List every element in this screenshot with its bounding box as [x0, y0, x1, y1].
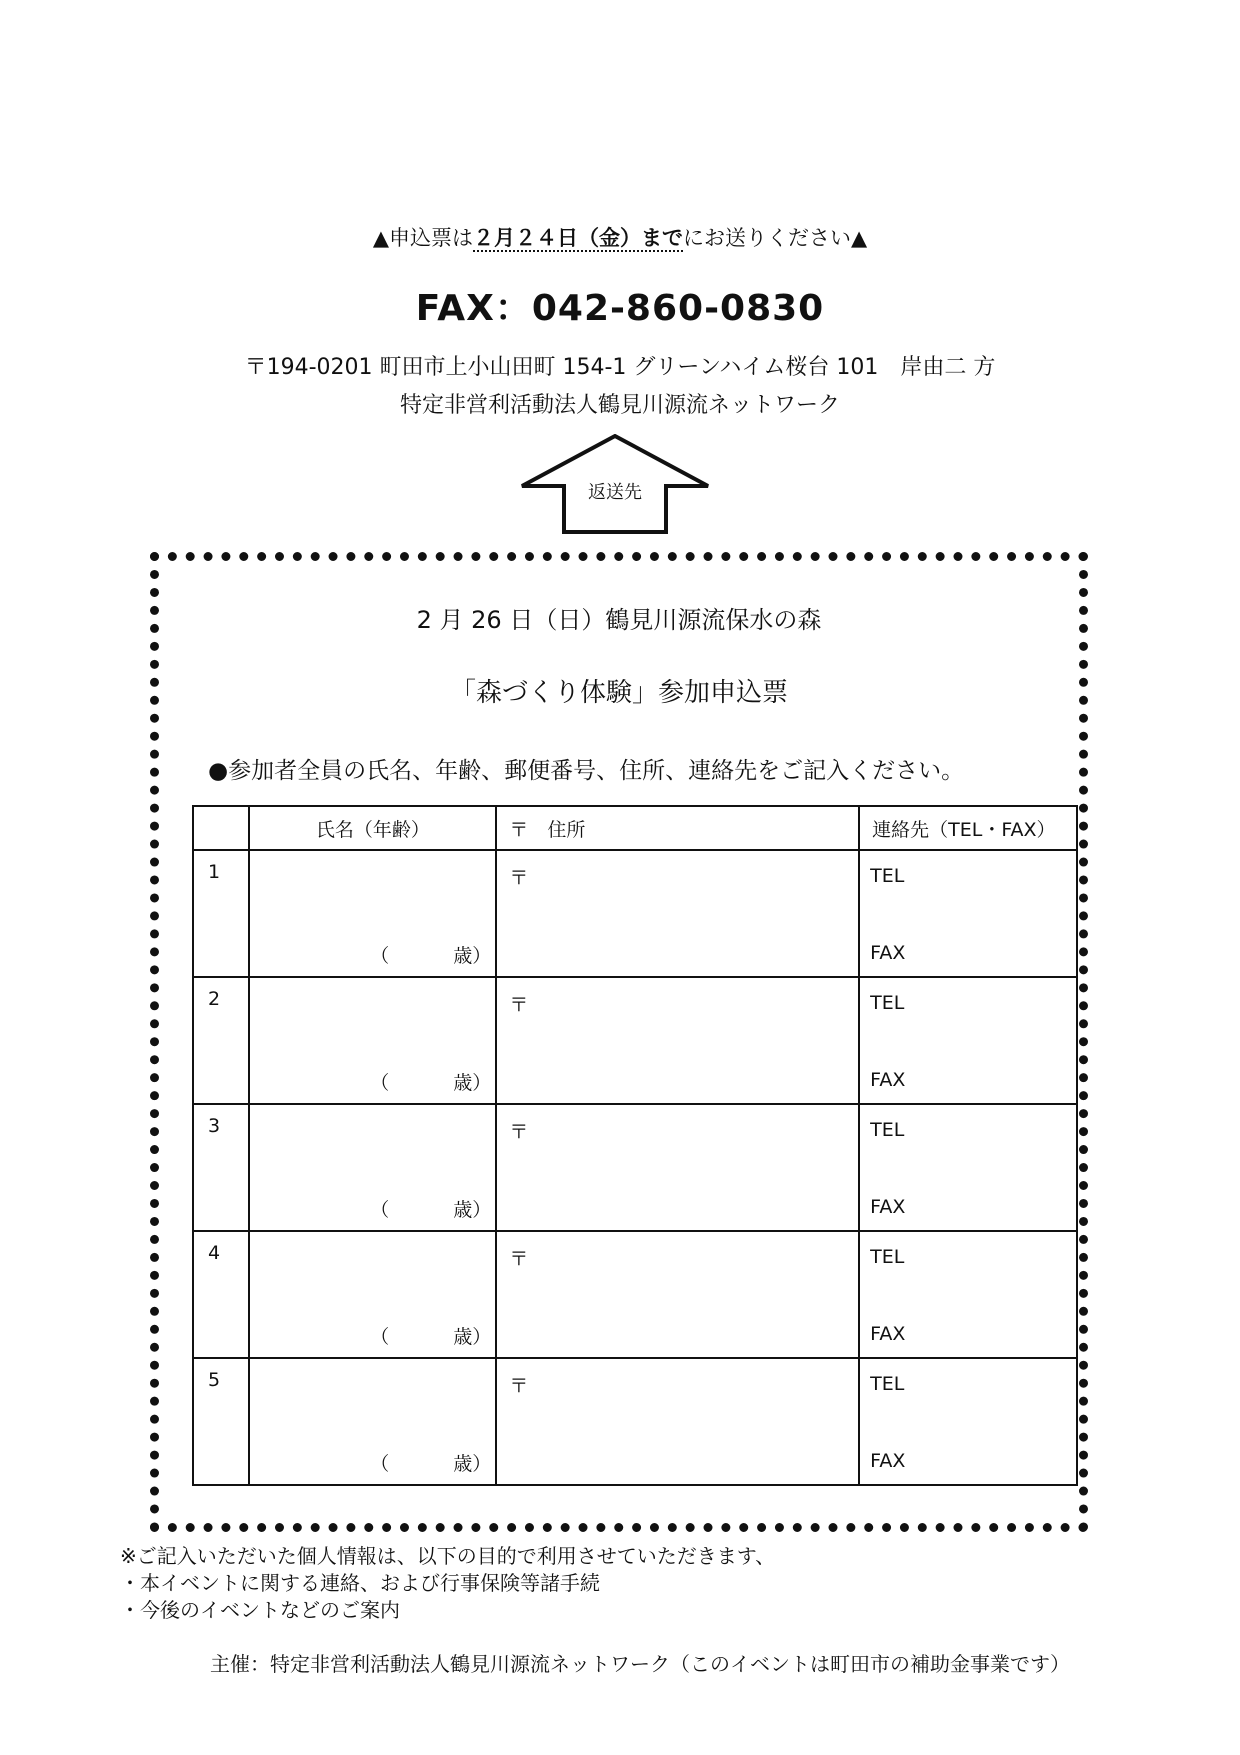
address-field[interactable]: [496, 1358, 859, 1485]
table-row: [193, 850, 1077, 977]
contact-field[interactable]: [859, 1104, 1077, 1231]
privacy-notes: [120, 1543, 775, 1624]
table-header-row: [193, 806, 1077, 850]
row-number: 5: [193, 1358, 249, 1485]
row-number: 1: [193, 850, 249, 977]
postal-mark: 〒: [509, 867, 529, 889]
tel-label: TEL: [870, 865, 905, 887]
form-instruction: ●参加者全員の氏名、年齢、郵便番号、住所、連絡先をご記入ください。: [208, 758, 965, 784]
row-number: 3: [193, 1104, 249, 1231]
postal-mark: 〒: [509, 994, 529, 1016]
address-field[interactable]: [496, 1104, 859, 1231]
name-age-field[interactable]: [249, 1104, 496, 1231]
address-field[interactable]: [496, 850, 859, 977]
fax-label: FAX: [870, 942, 906, 964]
postal-mark: 〒: [509, 1248, 529, 1270]
table-row: [193, 1104, 1077, 1231]
form-title-date: 2 月 26 日（日）鶴見川源流保水の森: [416, 606, 822, 634]
return-address: 〒194-0201 町田市上小山田町 154-1 グリーンハイム桜台 101 岸由二 方: [244, 355, 996, 380]
fax-label: FAX: [870, 1323, 906, 1345]
fax-number: FAX：042-860-0830: [415, 288, 825, 329]
table-row: [193, 1231, 1077, 1358]
postal-mark: 〒: [509, 1375, 529, 1397]
table-row: [193, 977, 1077, 1104]
tel-label: TEL: [870, 1119, 905, 1141]
row-number: 2: [193, 977, 249, 1104]
header-contact: 連絡先（TEL・FAX）: [859, 806, 1077, 850]
tel-label: TEL: [870, 992, 905, 1014]
address-field[interactable]: [496, 1231, 859, 1358]
arrow-label: 返送先: [588, 482, 642, 503]
name-age-field[interactable]: [249, 850, 496, 977]
note-line: ・本イベントに関する連絡、および行事保険等諸手続: [120, 1571, 600, 1595]
age-field: （ 歳）: [370, 1199, 492, 1221]
name-age-field[interactable]: [249, 1231, 496, 1358]
row-number: 4: [193, 1231, 249, 1358]
return-organization: 特定非営利活動法人鶴見川源流ネットワーク: [399, 393, 840, 418]
age-field: （ 歳）: [370, 1072, 492, 1094]
postal-mark: 〒: [509, 1121, 529, 1143]
contact-field[interactable]: [859, 977, 1077, 1104]
age-field: （ 歳）: [370, 1453, 492, 1475]
form-title: 「森づくり体験」参加申込票: [449, 678, 788, 708]
host-line: 主催：特定非営利活動法人鶴見川源流ネットワーク（このイベントは町田市の補助金事業です）: [210, 1652, 1070, 1676]
address-field[interactable]: [496, 977, 859, 1104]
header-name: 氏名（年齢）: [249, 806, 496, 850]
name-age-field[interactable]: [249, 977, 496, 1104]
note-line: ※ご記入いただいた個人情報は、以下の目的で利用させていただきます、: [120, 1544, 776, 1568]
age-field: （ 歳）: [370, 945, 492, 967]
deadline-date: ２月２４日（金）まで: [473, 226, 683, 250]
contact-field[interactable]: [859, 1358, 1077, 1485]
age-field: （ 歳）: [370, 1326, 492, 1348]
deadline-prefix: ▲申込票は: [372, 226, 473, 250]
note-line: ・今後のイベントなどのご案内: [120, 1598, 400, 1622]
header-address: 〒 住所: [496, 806, 859, 850]
tel-label: TEL: [870, 1246, 905, 1268]
fax-label: FAX: [870, 1450, 906, 1472]
tel-label: TEL: [870, 1373, 905, 1395]
table-row: [193, 1358, 1077, 1485]
name-age-field[interactable]: [249, 1358, 496, 1485]
participant-table: [192, 805, 1078, 1486]
deadline-notice: [0, 222, 1240, 252]
contact-field[interactable]: [859, 850, 1077, 977]
header-number: [193, 806, 249, 850]
fax-label: FAX: [870, 1196, 906, 1218]
deadline-suffix: にお送りください▲: [683, 226, 868, 250]
fax-label: FAX: [870, 1069, 906, 1091]
contact-field[interactable]: [859, 1231, 1077, 1358]
